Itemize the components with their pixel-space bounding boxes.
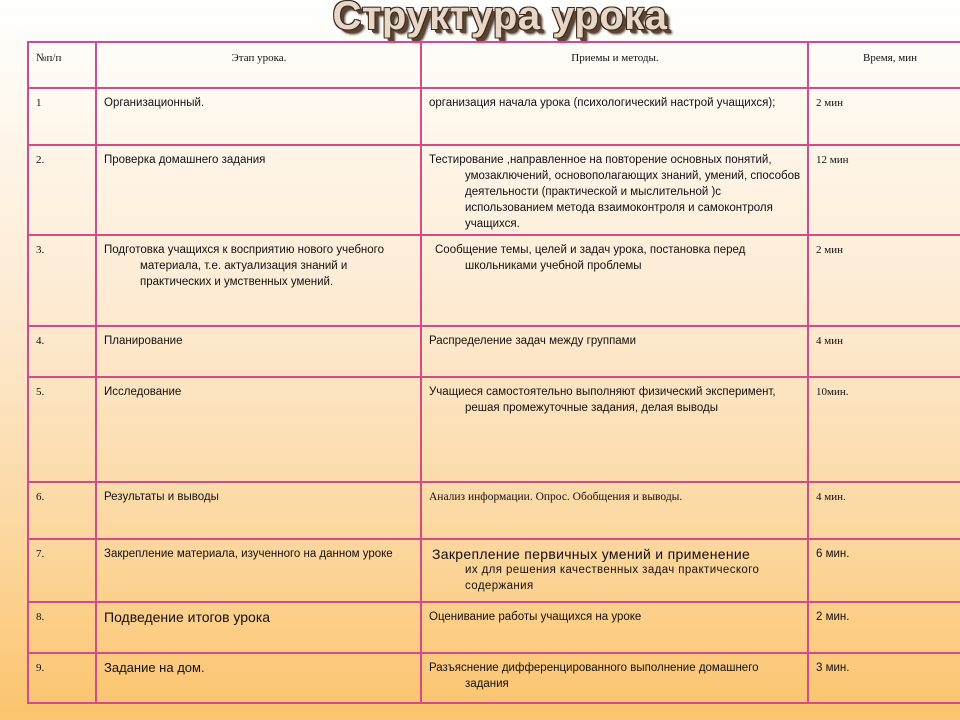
row-time: 4 мин. bbox=[808, 482, 960, 539]
row-time: 12 мин bbox=[808, 145, 960, 235]
method-text: Разъяснение дифференцированного выполнение домашнего задания bbox=[429, 662, 759, 690]
row-num: 5. bbox=[28, 377, 96, 482]
table-row bbox=[28, 482, 960, 539]
row-num: 3. bbox=[28, 235, 96, 326]
stage-text: Планирование bbox=[104, 335, 183, 347]
row-method bbox=[421, 326, 808, 377]
row-method bbox=[421, 88, 808, 145]
header-time: Время, мин bbox=[808, 42, 960, 88]
table-row bbox=[28, 235, 960, 326]
stage-text: Подведение итогов урока bbox=[104, 609, 271, 625]
method-text-main: Закрепление первичных умений и применение bbox=[432, 546, 751, 562]
row-time: 2 мин bbox=[808, 88, 960, 145]
method-text: Тестирование ,направленное на повторение основных понятий, умозаключений, основополагающих знаний, умений, способов деятельности (практической и мыслительной )с использованием метода взаимоконтроля и самоконтроля учащихся. bbox=[429, 154, 801, 230]
row-time: 6 мин. bbox=[808, 539, 960, 602]
row-stage bbox=[96, 88, 421, 145]
row-time: 3 мин. bbox=[808, 653, 960, 703]
stage-text: Результаты и выводы bbox=[104, 491, 219, 503]
lesson-structure-table bbox=[27, 41, 960, 704]
row-stage bbox=[96, 602, 421, 653]
method-text: Распределение задач между группами bbox=[429, 335, 637, 347]
row-stage bbox=[96, 377, 421, 482]
row-method bbox=[421, 482, 808, 539]
row-time: 2 мин. bbox=[808, 602, 960, 653]
stage-text: Проверка домашнего задания bbox=[104, 154, 266, 166]
header-num: №п/п bbox=[28, 42, 96, 88]
table-row bbox=[28, 602, 960, 653]
method-text: Оценивание работы учащихся на уроке bbox=[429, 611, 642, 623]
row-time: 2 мин bbox=[808, 235, 960, 326]
row-method bbox=[421, 653, 808, 703]
method-text: организация начала урока (психологический настрой учащихся); bbox=[429, 97, 776, 109]
row-method bbox=[421, 145, 808, 235]
row-num: 2. bbox=[28, 145, 96, 235]
table-row bbox=[28, 539, 960, 602]
table-row bbox=[28, 377, 960, 482]
table-row bbox=[28, 88, 960, 145]
method-text: Анализ информации. Опрос. Обобщения и выводы. bbox=[429, 491, 683, 503]
table-row bbox=[28, 145, 960, 235]
row-num: 1 bbox=[28, 88, 96, 145]
row-method bbox=[421, 602, 808, 653]
row-time: 4 мин bbox=[808, 326, 960, 377]
row-method bbox=[421, 377, 808, 482]
row-stage bbox=[96, 235, 421, 326]
stage-text: Закрепление материала, изученного на данном уроке bbox=[104, 548, 393, 560]
stage-text: Исследование bbox=[104, 386, 182, 398]
stage-text: Задание на дом. bbox=[104, 660, 205, 675]
stage-text: Организационный. bbox=[104, 97, 205, 109]
stage-text: Подготовка учащихся к восприятию нового учебного материала, т.е. актуализация знаний и практических и умственных умений. bbox=[104, 244, 385, 288]
row-stage bbox=[96, 653, 421, 703]
row-num: 9. bbox=[28, 653, 96, 703]
row-stage bbox=[96, 326, 421, 377]
row-stage bbox=[96, 539, 421, 602]
row-num: 4. bbox=[28, 326, 96, 377]
row-num: 7. bbox=[28, 539, 96, 602]
method-text: Сообщение темы, целей и задач урока, постановка перед школьниками учебной проблемы bbox=[435, 244, 746, 272]
header-stage: Этап урока. bbox=[96, 42, 421, 88]
row-stage bbox=[96, 482, 421, 539]
header-methods: Приемы и методы. bbox=[421, 42, 808, 88]
table-header-row bbox=[28, 42, 960, 88]
row-method bbox=[421, 539, 808, 602]
row-time: 10мин. bbox=[808, 377, 960, 482]
slide-title: Структура урока bbox=[332, 0, 668, 38]
row-num: 8. bbox=[28, 602, 96, 653]
method-text: Учащиеся самостоятельно выполняют физический эксперимент, решая промежуточные задания, делая выводы bbox=[429, 386, 776, 414]
table-row bbox=[28, 653, 960, 703]
row-num: 6. bbox=[28, 482, 96, 539]
row-stage bbox=[96, 145, 421, 235]
method-text-cont: их для решения качественных задач практического содержания bbox=[465, 564, 760, 592]
table-row bbox=[28, 326, 960, 377]
row-method bbox=[421, 235, 808, 326]
